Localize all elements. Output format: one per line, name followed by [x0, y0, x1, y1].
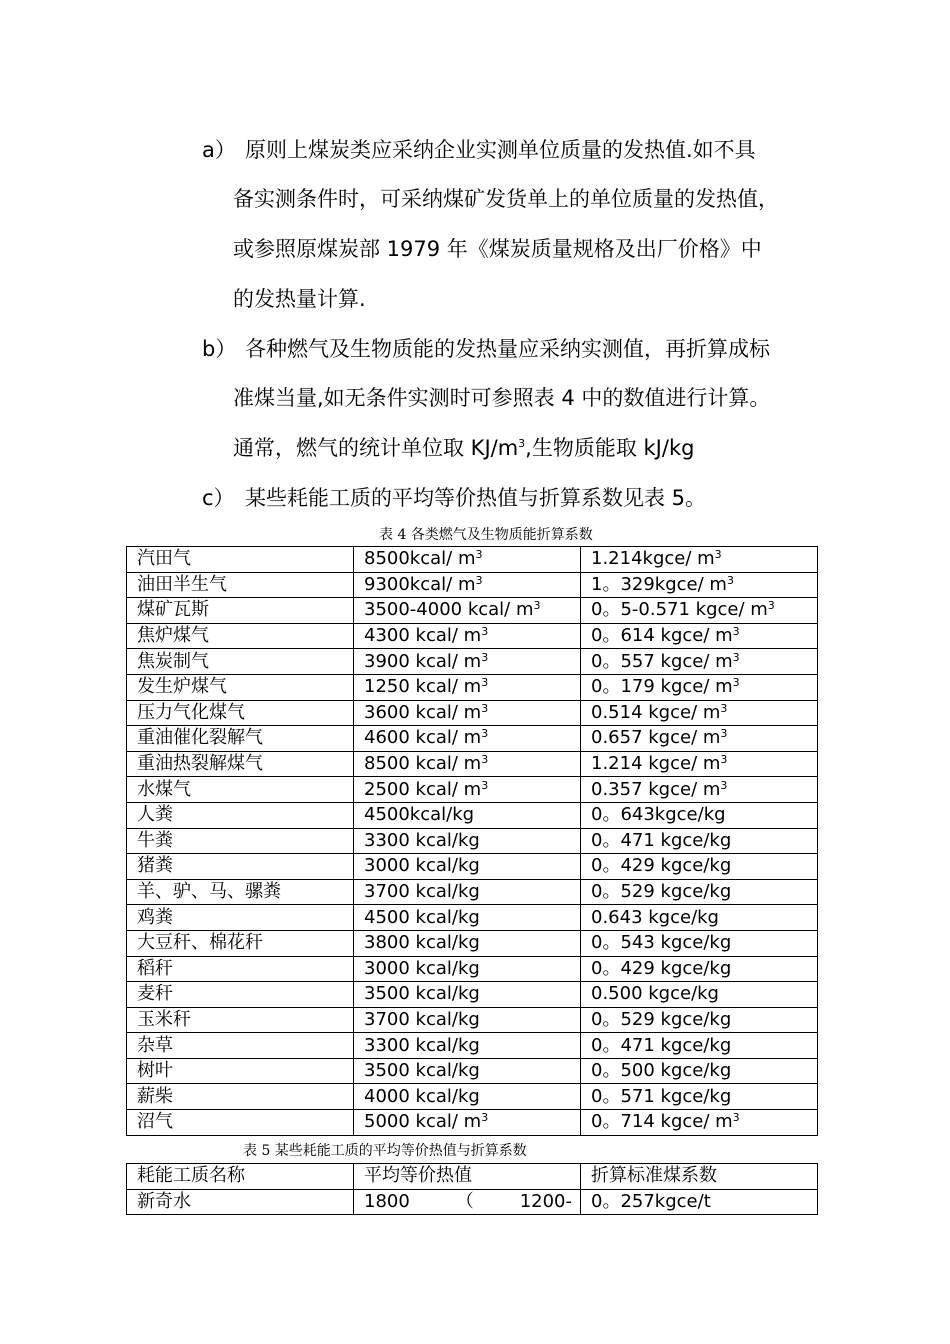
table5-heat-part-c: 1200-: [519, 1190, 572, 1212]
table4-coef-text: 1.214 kgce/ m: [591, 753, 721, 775]
table4-cell-heat: [354, 649, 581, 675]
table4-coef-text: 0.643 kgce/kg: [591, 906, 719, 928]
paragraph-c-text-1: 某些耗能工质的平均等价热值与折算系数见表 5。: [245, 486, 707, 510]
table4-cell-coef: [581, 854, 818, 880]
table4-heat-text: 2500 kcal/ m: [364, 778, 482, 800]
table4-row: [127, 674, 818, 700]
superscript: 3: [732, 1111, 740, 1125]
table4-cell-name: 猪粪: [127, 854, 354, 880]
table4-coef-text: 0。529 kgce/kg: [591, 881, 732, 903]
table4-cell-heat: [354, 879, 581, 905]
table4-coef-text: 0。471 kgce/kg: [591, 829, 732, 851]
table4-cell-name: 大豆秆、棉花秆: [127, 930, 354, 956]
table4-cell-coef: [581, 598, 818, 624]
table4-cell-coef: [581, 572, 818, 598]
table4-cell-name: 油田半生气: [127, 572, 354, 598]
table4-body: [127, 547, 818, 1136]
paragraph-a-text-1: 原则上煤炭类应采纳企业实测单位质量的发热值.如不具: [245, 138, 756, 162]
superscript: 3: [481, 753, 489, 767]
table4-row: [127, 649, 818, 675]
table4-coef-text: 0。179 kgce/ m: [591, 676, 733, 698]
paragraph-a-text-2: 备实测条件时，可采纳煤矿发货单上的单位质量的发热值，: [233, 187, 779, 211]
paragraph-b-line3-prefix: 通常，燃气的统计单位取 KJ/m: [233, 436, 519, 460]
table4-coef-text: 0.657 kgce/ m: [591, 727, 721, 749]
table4-cell-name: 汽田气: [127, 547, 354, 573]
table5-header-row: [127, 1164, 818, 1190]
table4-row: [127, 572, 818, 598]
table4-heat-text: 3000 kcal/kg: [364, 957, 480, 979]
table4-row: [127, 1033, 818, 1059]
table4-cell-heat: [354, 674, 581, 700]
table4-cell-heat: [354, 623, 581, 649]
table4-row: [127, 930, 818, 956]
table4-row: [127, 828, 818, 854]
table4-cell-name: 发生炉煤气: [127, 674, 354, 700]
table4-heat-text: 3500 kcal/kg: [364, 1060, 480, 1082]
table4-coef-text: 0。500 kgce/kg: [591, 1060, 732, 1082]
table5-caption: 表 5 某些耗能工质的平均等价热值与折算系数: [243, 1143, 527, 1159]
table5-header-heat: 平均等价热值: [354, 1164, 581, 1190]
table5: [126, 1163, 818, 1215]
superscript: 3: [732, 676, 740, 690]
table5-row: [127, 1189, 818, 1215]
table4-heat-text: 3700 kcal/kg: [364, 881, 480, 903]
table4-row: [127, 879, 818, 905]
table4-heat-text: 5000 kcal/ m: [364, 1111, 482, 1133]
table4-cell-heat: [354, 1110, 581, 1136]
table4-coef-text: 0。571 kgce/kg: [591, 1085, 732, 1107]
table4-coef-text: 0。471 kgce/kg: [591, 1034, 732, 1056]
table4-row: [127, 1007, 818, 1033]
table4-heat-text: 3900 kcal/ m: [364, 650, 482, 672]
table4-row: [127, 956, 818, 982]
table4-coef-text: 1.214kgce/ m: [591, 548, 715, 570]
table4-cell-name: 树叶: [127, 1058, 354, 1084]
superscript: 3: [533, 599, 541, 613]
table4-cell-name: 重油热裂解煤气: [127, 751, 354, 777]
table4-cell-heat: [354, 751, 581, 777]
table4-cell-name: 玉米秆: [127, 1007, 354, 1033]
table4-cell-heat: [354, 1033, 581, 1059]
paragraph-b-line3-suffix: ,生物质能取 kJ/kg: [525, 436, 695, 460]
table4-cell-coef: [581, 751, 818, 777]
paragraph-b-text-3: [233, 436, 694, 460]
table4-heat-text: 4500 kcal/kg: [364, 906, 480, 928]
table4-row: [127, 1110, 818, 1136]
table4-cell-heat: [354, 1084, 581, 1110]
table5-header-coef: 折算标准煤系数: [581, 1164, 818, 1190]
superscript: 3: [475, 573, 483, 587]
table4-cell-name: 稻秆: [127, 956, 354, 982]
table4-cell-coef: [581, 623, 818, 649]
table4-cell-coef: [581, 547, 818, 573]
superscript: 3: [475, 548, 483, 562]
table4-coef-text: 0。643kgce/kg: [591, 804, 726, 826]
table5-heat-part-a: 1800: [364, 1190, 410, 1212]
table4-cell-name: 麦秆: [127, 982, 354, 1008]
table4-row: [127, 726, 818, 752]
table4-cell-name: 杂草: [127, 1033, 354, 1059]
table4-coef-text: 0。529 kgce/kg: [591, 1008, 732, 1030]
table4-cell-coef: [581, 674, 818, 700]
table4-cell-heat: [354, 1058, 581, 1084]
table4-heat-text: 3300 kcal/kg: [364, 1034, 480, 1056]
table4-cell-name: 沼气: [127, 1110, 354, 1136]
table4-cell-name: 牛粪: [127, 828, 354, 854]
table4-row: [127, 982, 818, 1008]
table5-cell-heat: [354, 1189, 581, 1215]
table4-coef-text: 0.357 kgce/ m: [591, 778, 721, 800]
table4-cell-name: 水煤气: [127, 777, 354, 803]
table4-row: [127, 700, 818, 726]
table4-cell-heat: [354, 1007, 581, 1033]
table4-heat-text: 3500-4000 kcal/ m: [364, 599, 534, 621]
table4-cell-coef: [581, 879, 818, 905]
table4-cell-coef: [581, 726, 818, 752]
list-marker-c: c）: [202, 486, 235, 510]
table4-cell-heat: [354, 905, 581, 931]
table4-heat-text: 4000 kcal/kg: [364, 1085, 480, 1107]
table4-heat-text: 4600 kcal/ m: [364, 727, 482, 749]
table4-row: [127, 802, 818, 828]
table5-heat-part-b: （: [455, 1190, 474, 1212]
table4-cell-coef: [581, 1110, 818, 1136]
table4-cell-heat: [354, 572, 581, 598]
table4-cell-heat: [354, 802, 581, 828]
table4-cell-heat: [354, 828, 581, 854]
table4-cell-coef: [581, 1033, 818, 1059]
superscript: 3: [481, 701, 489, 715]
table4-row: [127, 1058, 818, 1084]
table4-cell-coef: [581, 802, 818, 828]
table4-cell-name: 羊、驴、马、骡粪: [127, 879, 354, 905]
table4-coef-text: 0.514 kgce/ m: [591, 701, 721, 723]
superscript: 3: [481, 1111, 489, 1125]
table4-row: [127, 777, 818, 803]
table4-cell-coef: [581, 930, 818, 956]
superscript: 3: [720, 753, 728, 767]
table4-heat-text: 3300 kcal/kg: [364, 829, 480, 851]
table4-cell-coef: [581, 700, 818, 726]
superscript: 3: [720, 701, 728, 715]
table4-row: [127, 751, 818, 777]
table4-cell-name: 薪柴: [127, 1084, 354, 1110]
table4-row: [127, 1084, 818, 1110]
superscript: 3: [726, 573, 734, 587]
table4-cell-heat: [354, 956, 581, 982]
table4-cell-name: 焦炭制气: [127, 649, 354, 675]
table4-coef-text: 0。557 kgce/ m: [591, 650, 733, 672]
paragraph-a-text-4: 的发热量计算.: [233, 287, 366, 311]
table4-cell-coef: [581, 1007, 818, 1033]
table4-caption: 表 4 各类燃气及生物质能折算系数: [379, 527, 593, 543]
table4-coef-text: 0。429 kgce/kg: [591, 957, 732, 979]
table4-heat-text: 3500 kcal/kg: [364, 983, 480, 1005]
superscript: 3: [481, 650, 489, 664]
table4-heat-text: 3600 kcal/ m: [364, 701, 482, 723]
list-marker-b: b）: [202, 337, 237, 361]
table4-cell-heat: [354, 777, 581, 803]
table5-cell-coef: 0。257kgce/t: [581, 1189, 818, 1215]
table4-cell-coef: [581, 1058, 818, 1084]
table4-cell-coef: [581, 905, 818, 931]
superscript: 3: [720, 727, 728, 741]
table4-row: [127, 854, 818, 880]
table4-heat-text: 8500kcal/ m: [364, 548, 476, 570]
table4-cell-coef: [581, 956, 818, 982]
superscript: 3: [714, 548, 722, 562]
table4-cell-heat: [354, 854, 581, 880]
table4-heat-text: 3000 kcal/kg: [364, 855, 480, 877]
table4-heat-text: 1250 kcal/ m: [364, 676, 482, 698]
table4-cell-coef: [581, 1084, 818, 1110]
table4-cell-coef: [581, 649, 818, 675]
table4-heat-text: 8500 kcal/ m: [364, 753, 482, 775]
table4-coef-text: 0。429 kgce/kg: [591, 855, 732, 877]
superscript: 3: [481, 727, 489, 741]
table4-coef-text: 0。5-0.571 kgce/ m: [591, 599, 768, 621]
superscript: 3: [481, 676, 489, 690]
table4-cell-name: 人粪: [127, 802, 354, 828]
superscript: 3: [732, 625, 740, 639]
table4-row: [127, 623, 818, 649]
table4-cell-coef: [581, 828, 818, 854]
superscript: 3: [732, 650, 740, 664]
list-marker-a: a）: [202, 138, 236, 162]
table4-coef-text: 0。543 kgce/kg: [591, 932, 732, 954]
table4-cell-name: 煤矿瓦斯: [127, 598, 354, 624]
table4-cell-coef: [581, 982, 818, 1008]
table4-heat-text: 3700 kcal/kg: [364, 1008, 480, 1030]
table4-coef-text: 0。714 kgce/ m: [591, 1111, 733, 1133]
table4-cell-heat: [354, 598, 581, 624]
table4-cell-heat: [354, 982, 581, 1008]
table4-cell-name: 重油催化裂解气: [127, 726, 354, 752]
table4-cell-coef: [581, 777, 818, 803]
superscript: 3: [720, 778, 728, 792]
paragraph-b-text-1: 各种燃气及生物质能的发热量应采纳实测值，再折算成标: [245, 337, 770, 361]
table4-cell-heat: [354, 547, 581, 573]
table4-cell-heat: [354, 930, 581, 956]
superscript: 3: [767, 599, 775, 613]
table4-cell-name: 压力气化煤气: [127, 700, 354, 726]
table4-coef-text: 1。329kgce/ m: [591, 573, 727, 595]
table4-coef-text: 0.500 kgce/kg: [591, 983, 719, 1005]
paragraph-a-text-3: 或参照原煤炭部 1979 年《煤炭质量规格及出厂价格》中: [233, 237, 762, 261]
superscript: 3: [518, 437, 526, 450]
table4-row: [127, 547, 818, 573]
table4-coef-text: 0。614 kgce/ m: [591, 625, 733, 647]
table5-body: [127, 1164, 818, 1215]
table4-heat-text: 4500kcal/kg: [364, 804, 475, 826]
table4-row: [127, 598, 818, 624]
table4: [126, 546, 818, 1136]
table4-heat-text: 4300 kcal/ m: [364, 625, 482, 647]
table4-row: [127, 905, 818, 931]
superscript: 3: [481, 625, 489, 639]
table4-heat-text: 9300kcal/ m: [364, 573, 476, 595]
table4-cell-heat: [354, 726, 581, 752]
table4-heat-text: 3800 kcal/kg: [364, 932, 480, 954]
superscript: 3: [481, 778, 489, 792]
table5-cell-name: 新奇水: [127, 1189, 354, 1215]
table5-header-name: 耗能工质名称: [127, 1164, 354, 1190]
table4-cell-name: 鸡粪: [127, 905, 354, 931]
paragraph-b-text-2: 准煤当量,如无条件实测时可参照表 4 中的数值进行计算。: [233, 386, 771, 410]
table4-cell-heat: [354, 700, 581, 726]
table4-cell-name: 焦炉煤气: [127, 623, 354, 649]
